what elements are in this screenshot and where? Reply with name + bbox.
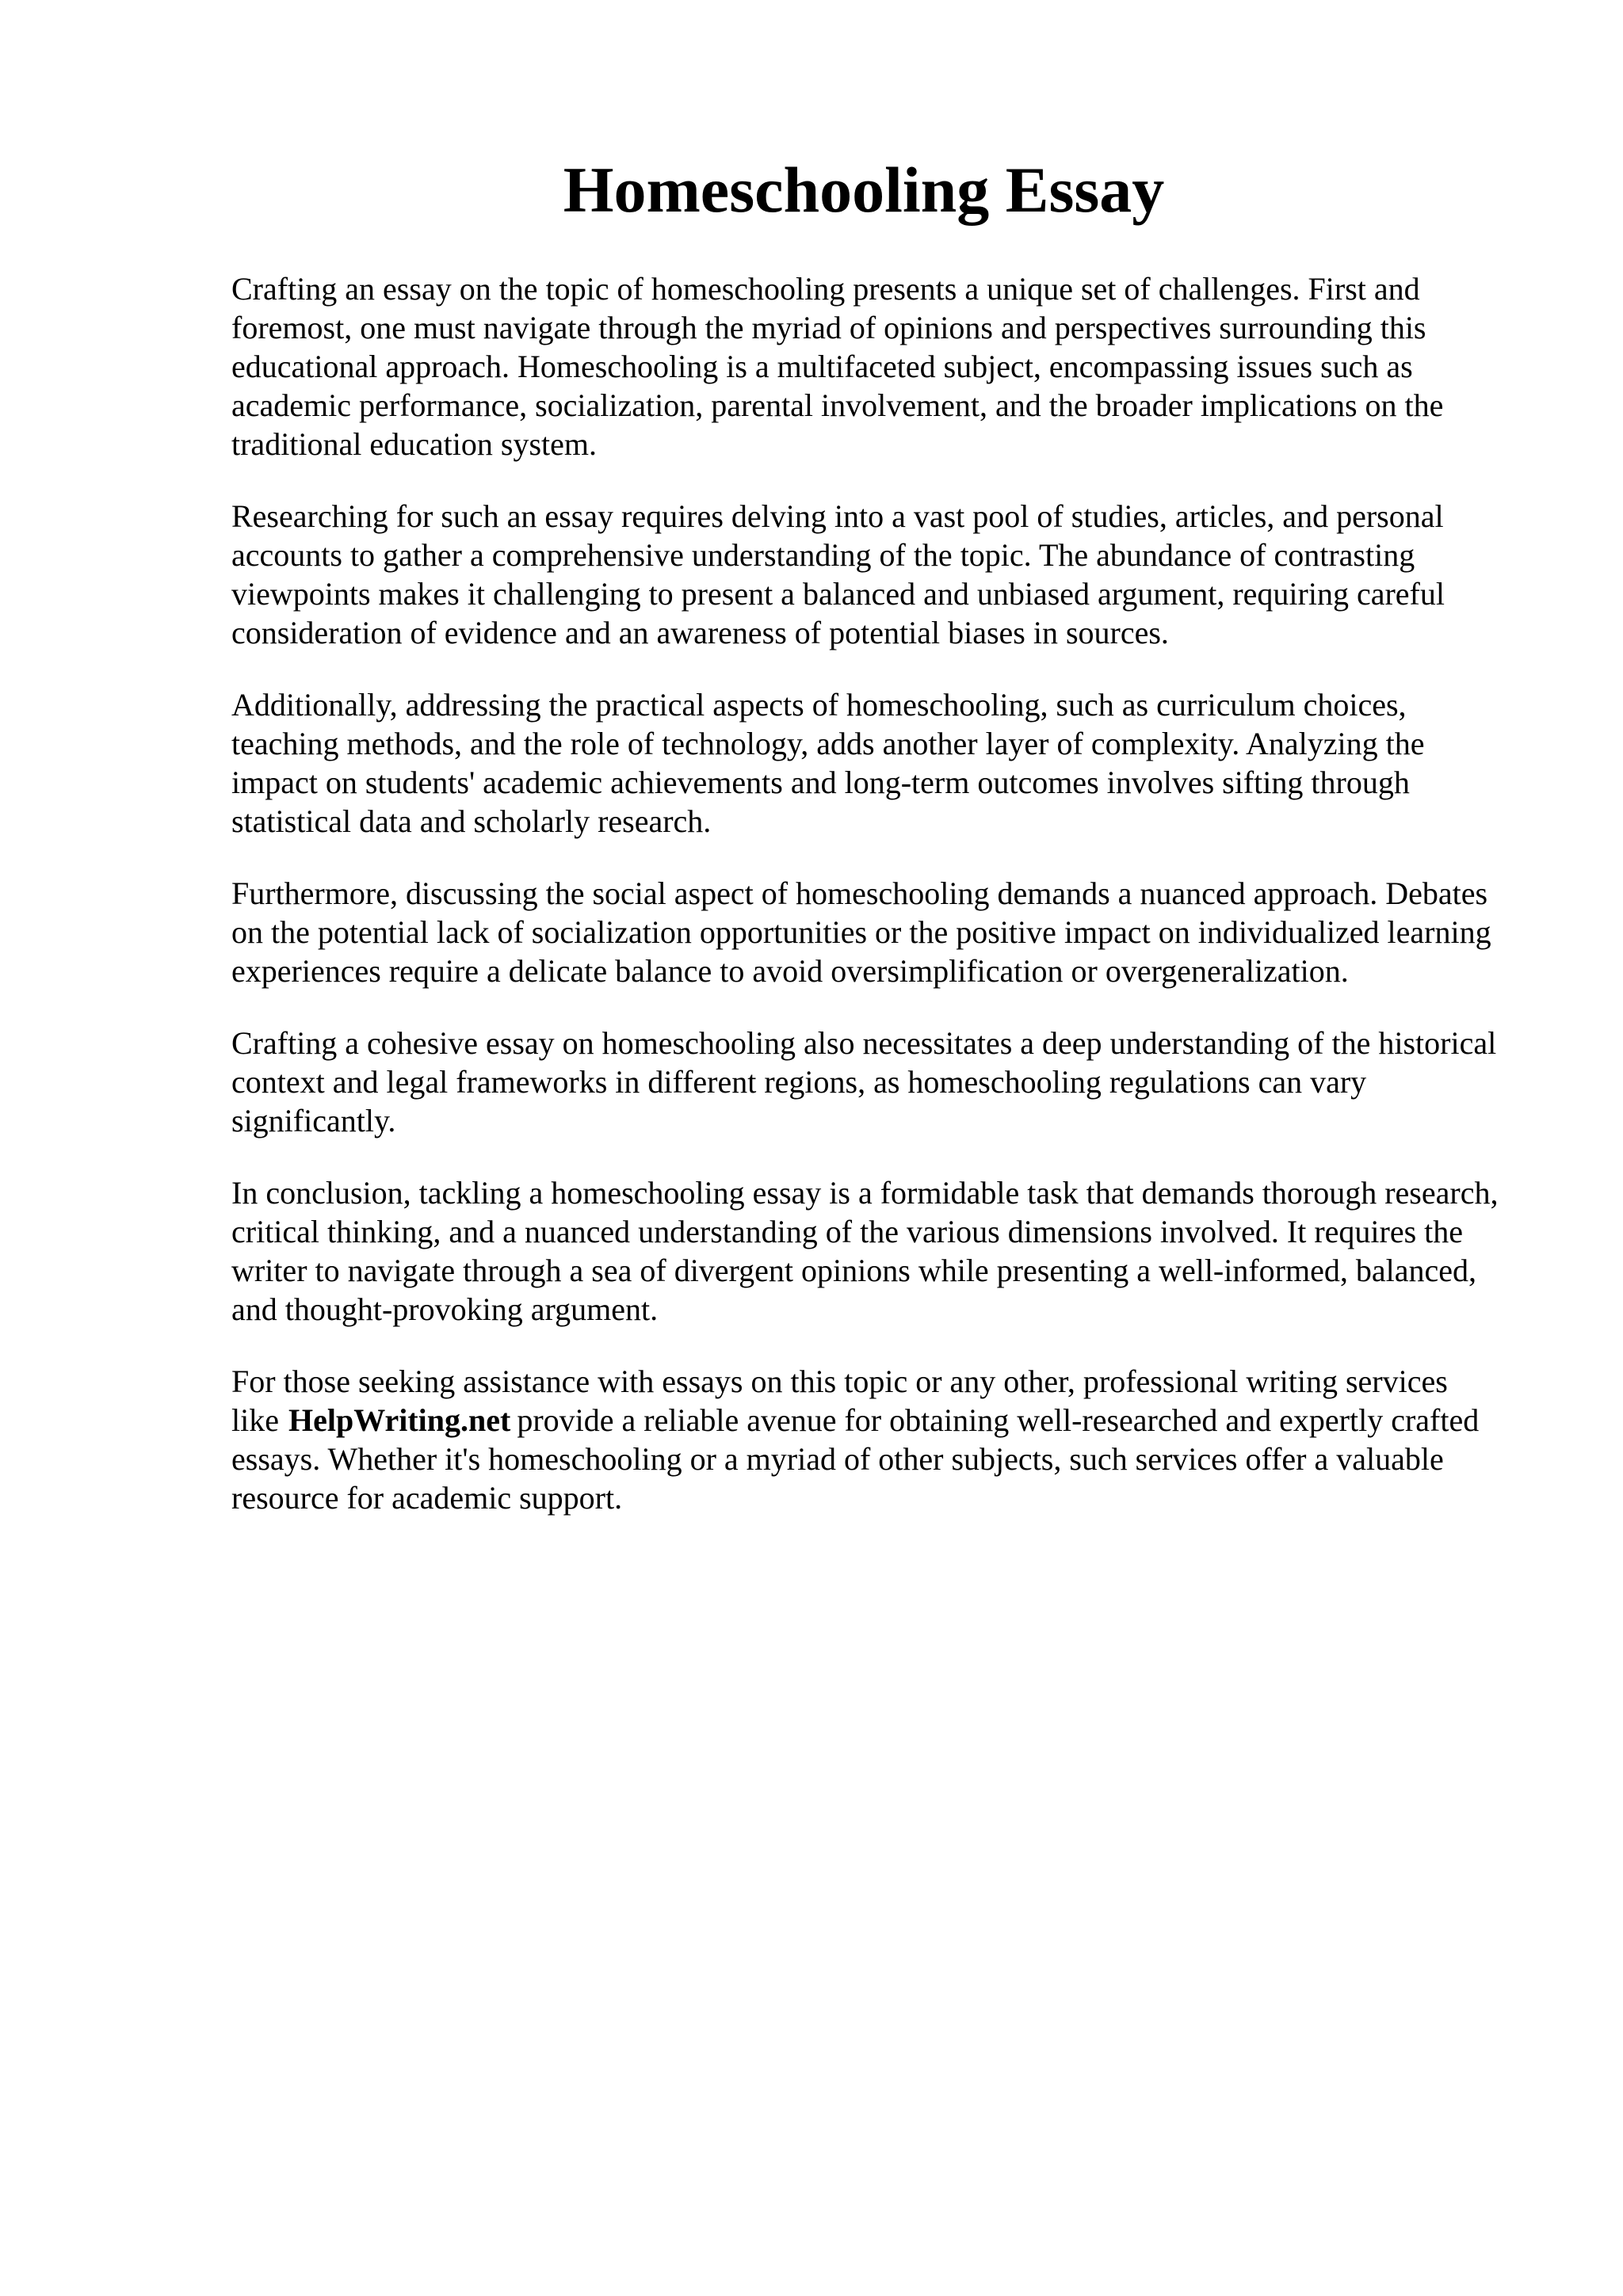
final-paragraph-rest: provide a reliable avenue for obtaining well-researched and expertly crafted essays. Whether it's homeschooling or a myriad of other subjects, such services offer a valuable resource for academic support. bbox=[231, 1402, 1480, 1516]
essay-paragraph-5: Crafting a cohesive essay on homeschooling also necessitates a deep understanding of the historical context and legal frameworks in different regions, as homeschooling regulations can vary significantly. bbox=[231, 1025, 1497, 1138]
essay-paragraph-1: Crafting an essay on the topic of homeschooling presents a unique set of challenges. First and foremost, one must navigate through the myriad of opinions and perspectives surrounding this educational approach. Homeschooling is a multifaceted subject, encompassing issues such as academic performance, socialization, parental involvement, and the broader implications on the traditional education system. bbox=[231, 271, 1444, 462]
essay-paragraph-2: Researching for such an essay requires delving into a vast pool of studies, articles, and personal accounts to gather a comprehensive understanding of the topic. The abundance of contrasting viewpoints makes it challenging to present a balanced and unbiased argument, requiring careful consideration of evidence and an awareness of potential biases in sources. bbox=[231, 498, 1445, 650]
helpwriting-brand-name: HelpWriting.net bbox=[288, 1402, 511, 1438]
essay-paragraph-3: Additionally, addressing the practical aspects of homeschooling, such as curriculum choices, teaching methods, and the role of technology, adds another layer of complexity. Analyzing the impact on students' academic achievements and long-term outcomes involves sifting through statistical data and scholarly research. bbox=[231, 687, 1425, 839]
essay-paragraph-7 bbox=[231, 1362, 1499, 1517]
essay-paragraph-6: In conclusion, tackling a homeschooling essay is a formidable task that demands thorough research, critical thinking, and a nuanced understanding of the various dimensions involved. It requires the writer to navigate through a sea of divergent opinions while presenting a well-informed, balanced, and thought-provoking argument. bbox=[231, 1175, 1499, 1327]
essay-page bbox=[231, 151, 1499, 1550]
final-paragraph-intro: For those seeking assistance with essays on this topic or any other, professional writing services like bbox=[231, 1363, 1448, 1438]
essay-title: Homeschooling Essay bbox=[563, 154, 1165, 226]
essay-paragraph-4: Furthermore, discussing the social aspect of homeschooling demands a nuanced approach. Debates on the potential lack of socialization opportunities or the positive impact on individualized learning experiences require a delicate balance to avoid oversimplification or overgeneralization. bbox=[231, 875, 1491, 989]
